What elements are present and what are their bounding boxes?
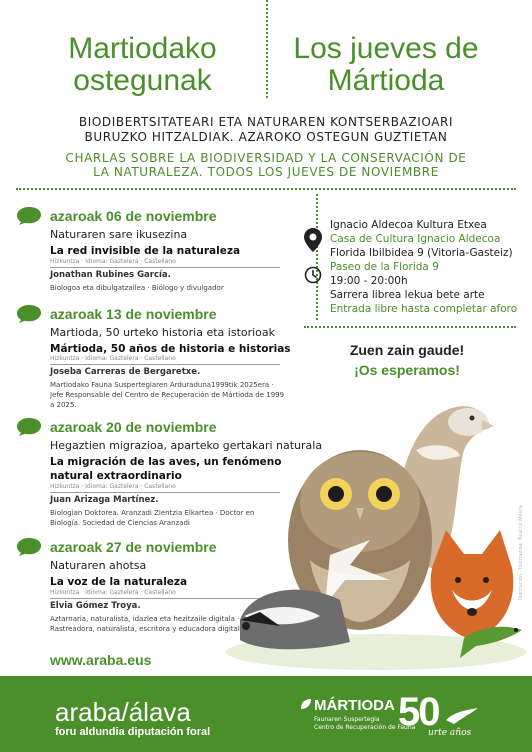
event-speaker-bio: Aztarnaria, naturalista, idazlea eta hezitzaile digitala · Rastreadora, naturalista, escritora y educadora digital — [50, 615, 240, 633]
event-title-basque: Martioda, 50 urteko historia eta istorioak — [50, 326, 276, 339]
wildlife-illustration — [220, 390, 532, 672]
venue-name-basque: Ignacio Aldecoa Kultura Etxea — [330, 219, 487, 231]
slogan-basque: Zuen zain gaude! — [349, 342, 465, 358]
subtitle-basque — [20, 115, 512, 145]
header-separator — [16, 188, 516, 190]
speech-bubble-icon — [16, 537, 42, 557]
martioda-logo: MÁRTIODA — [314, 697, 395, 714]
anniversary-subtitle: urte años — [428, 728, 472, 738]
title-basque — [30, 33, 255, 97]
event-language: Hizkuntza · Idioma: Gaztelera · Castellano — [50, 355, 176, 362]
event-nov-06 — [16, 206, 298, 296]
event-separator — [50, 364, 280, 365]
badger-illustration — [240, 590, 350, 650]
subtitle-spanish-line1: CHARLAS SOBRE LA BIODIVERSIDAD Y LA CONSERVACIÓN DE — [65, 151, 467, 165]
event-language: Hizkuntza · Idioma: Gaztelera · Castellano — [50, 589, 176, 596]
entry-basque: Sarrera librea lekua bete arte — [330, 289, 485, 301]
araba-logo-subtitle: foru aldundia diputación foral — [55, 726, 211, 738]
website-link[interactable]: www.araba.eus — [50, 652, 152, 668]
event-language: Hizkuntza · Idioma: Gaztelera · Castellano — [50, 483, 176, 490]
venue-divider — [316, 194, 318, 320]
venue-separator — [304, 326, 516, 328]
event-speaker: Elvia Gómez Troya. — [50, 601, 141, 611]
subtitle-basque-line2: BURUZKO HITZALDIAK. AZAROKO OSTEGUN GUZTIETAN — [84, 130, 448, 144]
event-date: azaroak 20 de noviembre — [50, 419, 217, 435]
clock-icon — [304, 266, 322, 284]
event-language: Hizkuntza · Idioma: Gaztelera · Castellano — [50, 258, 176, 265]
event-title-spanish: La red invisible de la naturaleza — [50, 245, 241, 257]
event-speaker: Jonathan Rubines García. — [50, 270, 171, 280]
event-speaker-bio: Biologoa eta dibulgatzailea · Biólogo y divulgador — [50, 284, 224, 292]
araba-logo: araba/álava — [55, 697, 191, 727]
anniversary-50-logo: 50 — [398, 690, 439, 734]
subtitle-basque-line1: BIODIBERTSITATEARI ETA NATURAREN KONTSERBAZIOARI — [78, 115, 454, 129]
entry-spanish: Entrada libre hasta completar aforo — [330, 303, 518, 315]
illustration-credit: Ilustración · Ilustrazioa: Beatriz Moura — [518, 505, 524, 600]
title-basque-line1: Martiodako — [68, 32, 217, 65]
event-separator — [50, 267, 280, 268]
venue-name-spanish: Casa de Cultura Ignacio Aldecoa — [330, 233, 501, 245]
event-title-spanish: La voz de la naturaleza — [50, 576, 188, 588]
slogan-spanish: ¡Os esperamos! — [354, 362, 460, 378]
speech-bubble-icon — [16, 206, 42, 226]
martioda-subtitle-spanish: Centro de Recuperación de Fauna — [314, 724, 416, 731]
location-pin-icon — [304, 228, 322, 252]
title-divider — [266, 0, 268, 98]
event-title-basque: Naturaren sare ikusezina — [50, 228, 188, 241]
event-date: azaroak 06 de noviembre — [50, 208, 217, 224]
venue-address-spanish: Paseo de la Florida 9 — [330, 261, 439, 273]
subtitle-spanish-line2: LA NATURALEZA. TODOS LOS JUEVES DE NOVIEMBRE — [93, 165, 439, 179]
event-title-basque: Naturaren ahotsa — [50, 559, 147, 572]
speech-bubble-icon — [16, 417, 42, 437]
event-date: azaroak 27 de noviembre — [50, 539, 217, 555]
martioda-subtitle-basque: Faunaren Suspertegia — [314, 716, 380, 723]
event-date: azaroak 13 de noviembre — [50, 306, 217, 322]
anniversary-bird-icon — [444, 706, 480, 726]
title-spanish-line1: Los jueves de — [293, 32, 479, 65]
subtitle-spanish — [20, 151, 512, 179]
event-title-spanish: Mártioda, 50 años de historia e historias — [50, 343, 291, 355]
title-spanish-line2: Mártioda — [327, 64, 445, 97]
event-title-basque: Hegaztien migrazioa, aparteko gertakari naturala — [50, 439, 323, 452]
event-speaker: Joseba Carreras de Bergaretxe. — [50, 367, 201, 377]
venue-address-basque: Florida Ibilbidea 9 (Vitoria-Gasteiz) — [330, 247, 513, 259]
event-title-spanish: La migración de las aves, un fenómeno natural extraordinario — [50, 456, 282, 482]
event-speaker: Juan Arizaga Martínez. — [50, 495, 159, 505]
event-time: 19:00 - 20:00h — [330, 275, 408, 287]
title-basque-line2: ostegunak — [73, 64, 212, 97]
fox-illustration — [431, 530, 514, 640]
martioda-leaf-icon — [300, 698, 312, 710]
event-speaker-bio: Martiodako Fauna Suspertegiaren Arduraduna1999tik 2025era · Jefe Responsable del Centro de Recuperación de Mártioda de 1999 a 2025. — [50, 381, 285, 409]
title-spanish — [276, 33, 496, 97]
event-speaker-bio: Biologian Doktorea. Aranzadi Zientzia Elkartea · Doctor en Biología. Sociedad de Ciencias Aranzadi — [50, 509, 255, 527]
speech-bubble-icon — [16, 304, 42, 324]
